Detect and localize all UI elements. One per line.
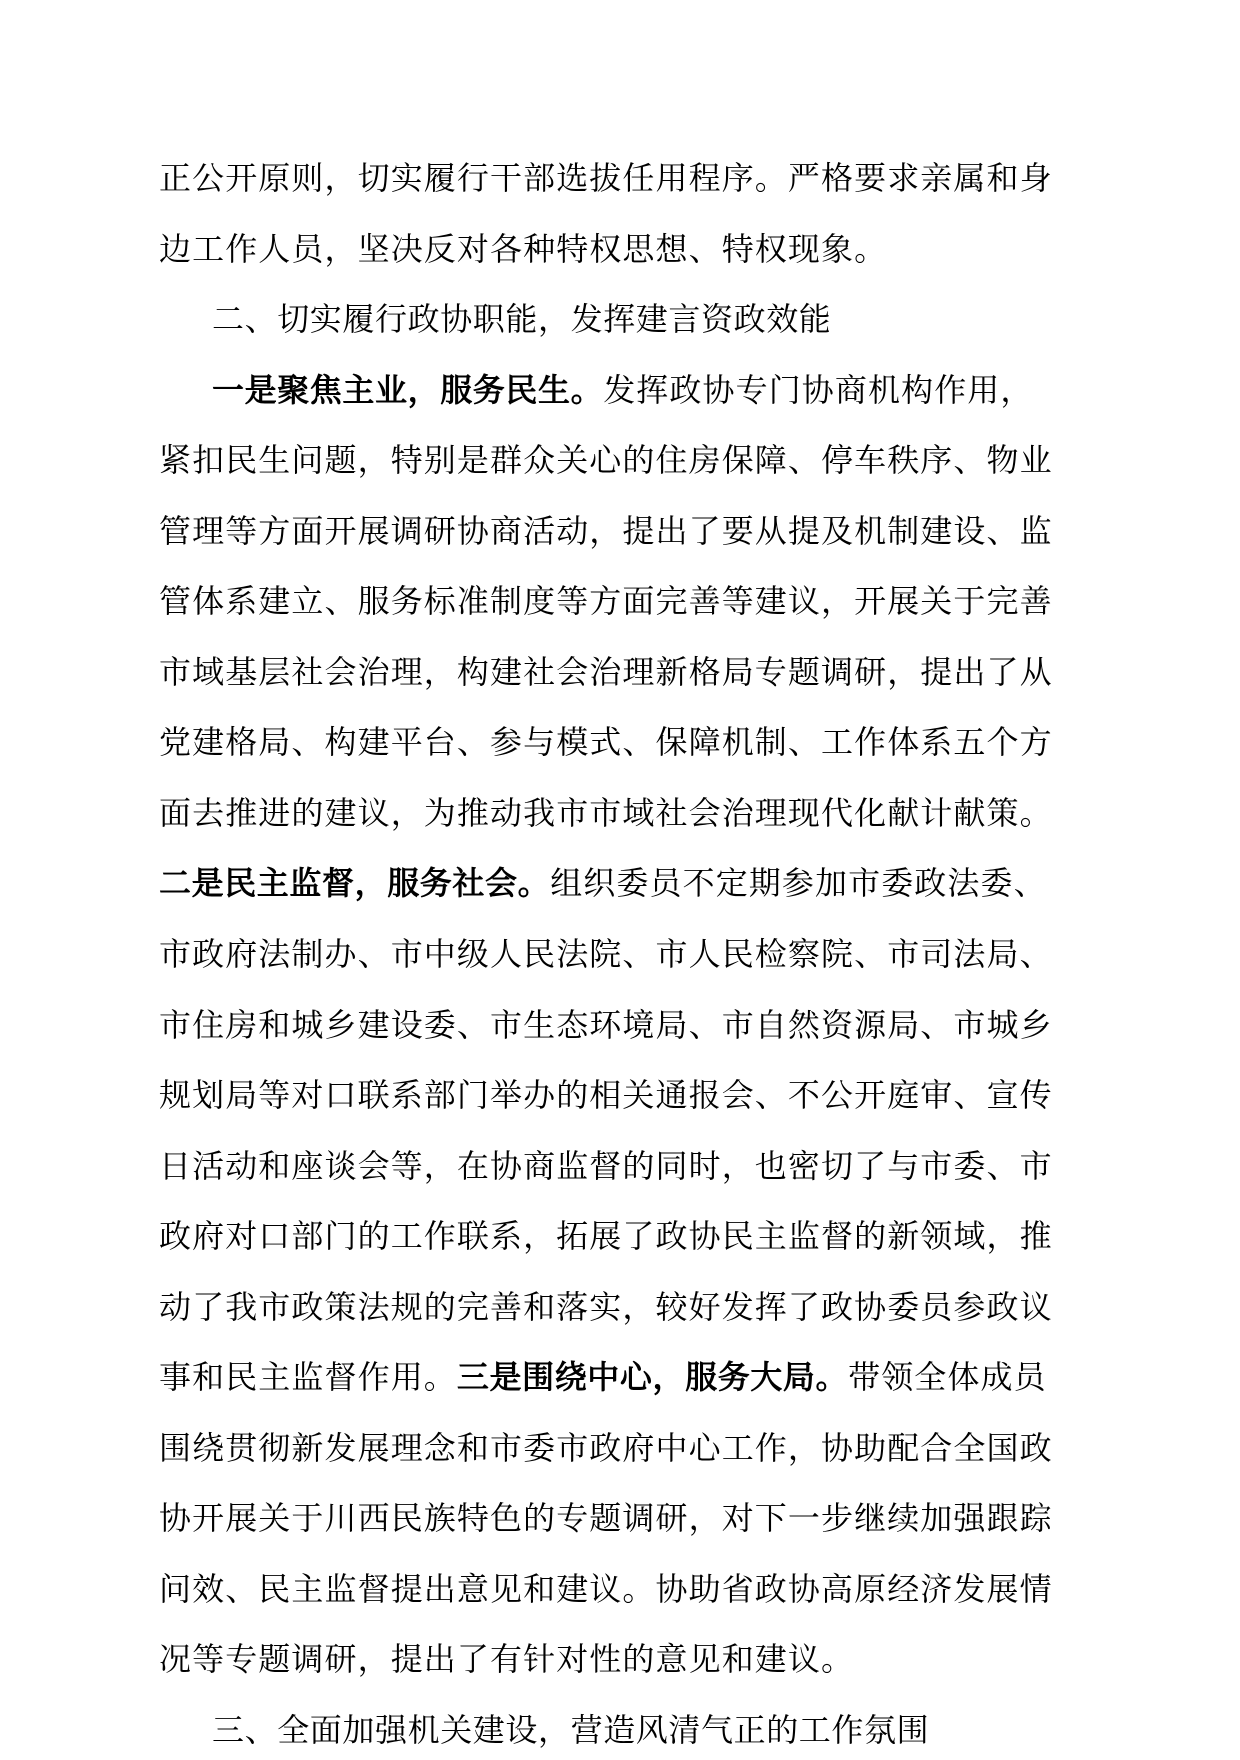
- line-text: 政府对口部门的工作联系，拓展了政协民主监督的新领域，推: [159, 1217, 1053, 1255]
- body-line: [159, 1136, 1059, 1196]
- body-line: [159, 148, 1059, 208]
- body-line: [159, 1065, 1059, 1125]
- body-line: [212, 360, 1112, 420]
- line-text: 动了我市政策法规的完善和落实，较好发挥了政协委员参政议: [159, 1288, 1053, 1326]
- line-text: 问效、民主监督提出意见和建议。协助省政协高原经济发展情: [159, 1570, 1053, 1608]
- body-line: [159, 1559, 1059, 1619]
- body-line: [159, 995, 1059, 1055]
- body-line-overflow: [159, 1629, 1059, 1689]
- body-line: [159, 1418, 1059, 1478]
- body-line: [159, 219, 1059, 279]
- line-text: 市住房和城乡建设委、市生态环境局、市自然资源局、市城乡: [159, 1006, 1053, 1044]
- line-text: 市政府法制办、市中级人民法院、市人民检察院、市司法局、: [159, 935, 1053, 973]
- line-text: 管理等方面开展调研协商活动，提出了要从提及机制建设、监: [159, 512, 1053, 550]
- line-text: 规划局等对口联系部门举办的相关通报会、不公开庭审、宣传: [159, 1076, 1053, 1114]
- body-line: [159, 712, 1059, 772]
- body-line: [159, 1277, 1059, 1337]
- line-text: 市域基层社会治理，构建社会治理新格局专题调研，提出了从: [159, 653, 1053, 691]
- body-line: [159, 430, 1059, 490]
- section-heading-2: [212, 289, 1112, 349]
- body-line: [159, 1347, 1059, 1407]
- section-heading-3: [212, 1700, 1112, 1760]
- point-title-1: 一是聚焦主业，服务民生。: [212, 371, 604, 409]
- body-line: [159, 783, 1059, 843]
- body-line: [159, 1488, 1059, 1548]
- body-line: [159, 1206, 1059, 1266]
- line-text: 紧扣民生问题，特别是群众关心的住房保障、停车秩序、物业: [159, 441, 1053, 479]
- body-line: [159, 853, 1059, 913]
- heading-text: 二、切实履行政协职能，发挥建言资政效能: [212, 300, 832, 338]
- body-line: [159, 571, 1059, 631]
- line-text: 围绕贯彻新发展理念和市委市政府中心工作，协助配合全国政: [159, 1429, 1053, 1467]
- line-text: 带领全体成员: [848, 1358, 1047, 1396]
- line-text: 况等专题调研，提出了有针对性的意见和建议。: [159, 1640, 855, 1678]
- line-text: 组织委员不定期参加市委政法委、: [550, 864, 1047, 902]
- line-text: 面去推进的建议，为推动我市市域社会治理现代化献计献策。: [159, 794, 1053, 832]
- line-text: 管体系建立、服务标准制度等方面完善等建议，开展关于完善: [159, 582, 1053, 620]
- line-text: 日活动和座谈会等，在协商监督的同时，也密切了与市委、市: [159, 1147, 1053, 1185]
- line-text: 协开展关于川西民族特色的专题调研，对下一步继续加强跟踪: [159, 1499, 1053, 1537]
- point-title-3: 三是围绕中心，服务大局。: [456, 1358, 849, 1396]
- line-text: 党建格局、构建平台、参与模式、保障机制、工作体系五个方: [159, 723, 1053, 761]
- line-text: 事和民主监督作用。: [159, 1358, 457, 1396]
- body-line: [159, 501, 1059, 561]
- body-line: [159, 924, 1059, 984]
- line-text: 正公开原则，切实履行干部选拔任用程序。严格要求亲属和身: [159, 159, 1053, 197]
- heading-text: 三、全面加强机关建设，营造风清气正的工作氛围: [212, 1711, 930, 1749]
- point-title-2: 二是民主监督，服务社会。: [159, 864, 551, 902]
- line-text: 发挥政协专门协商机构作用，: [603, 371, 1034, 409]
- body-line: [159, 642, 1059, 702]
- line-text: 边工作人员，坚决反对各种特权思想、特权现象。: [159, 230, 888, 268]
